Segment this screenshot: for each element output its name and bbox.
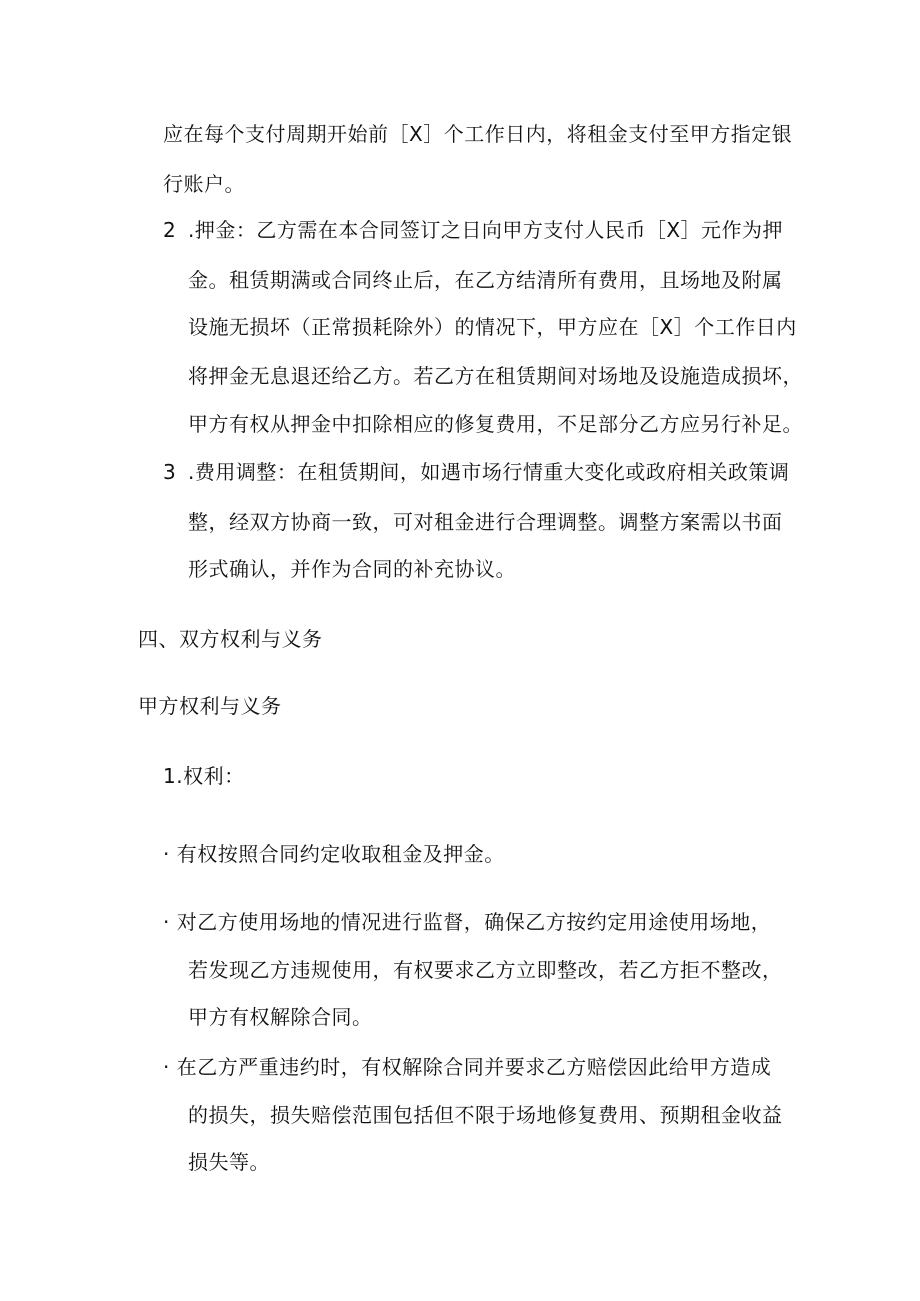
rights-heading: 1.权利： — [163, 764, 245, 788]
intro-line: 行账户。 — [163, 172, 245, 196]
bullet-item-continuation: 若发现乙方违规使用，有权要求乙方立即整改，若乙方拒不整改， — [188, 958, 783, 982]
bullet-item-continuation: 的损失，损失赔偿范围包括但不限于场地修复费用、预期租金收益 — [188, 1103, 783, 1127]
item-number: 3 — [163, 460, 176, 484]
item2-line: 将押金无息退还给乙方。若乙方在租赁期间对场地及设施造成损坏， — [188, 364, 803, 388]
bullet-item-continuation: 甲方有权解除合同。 — [188, 1005, 373, 1029]
bullet-item: · 在乙方严重违约时，有权解除合同并要求乙方赔偿因此给甲方造成 — [163, 1055, 772, 1079]
item-number: 2 — [163, 218, 176, 242]
bullet-item: · 有权按照合同约定收取租金及押金。 — [163, 842, 505, 866]
item3-line: 形式确认，并作为合同的补充协议。 — [188, 557, 516, 581]
item3-line: .费用调整：在租赁期间，如遇市场行情重大变化或政府相关政策调 — [188, 460, 790, 484]
section-heading: 四、双方权利与义务 — [138, 627, 323, 651]
item2-line: 设施无损坏（正常损耗除外）的情况下，甲方应在［X］个工作日内 — [188, 315, 797, 339]
item2-line: 甲方有权从押金中扣除相应的修复费用，不足部分乙方应另行补足。 — [188, 412, 803, 436]
item2-line: .押金：乙方需在本合同签订之日向甲方支付人民币［X］元作为押 — [188, 218, 784, 242]
item2-line: 金。租赁期满或合同终止后，在乙方结清所有费用，且场地及附属 — [188, 268, 783, 292]
subsection-heading: 甲方权利与义务 — [138, 694, 282, 718]
bullet-item: · 对乙方使用场地的情况进行监督，确保乙方按约定用途使用场地， — [163, 910, 772, 934]
intro-line: 应在每个支付周期开始前［X］个工作日内，将租金支付至甲方指定银 — [163, 122, 793, 146]
bullet-item-continuation: 损失等。 — [188, 1150, 270, 1174]
item3-line: 整，经双方协商一致，可对租金进行合理调整。调整方案需以书面 — [188, 510, 783, 534]
